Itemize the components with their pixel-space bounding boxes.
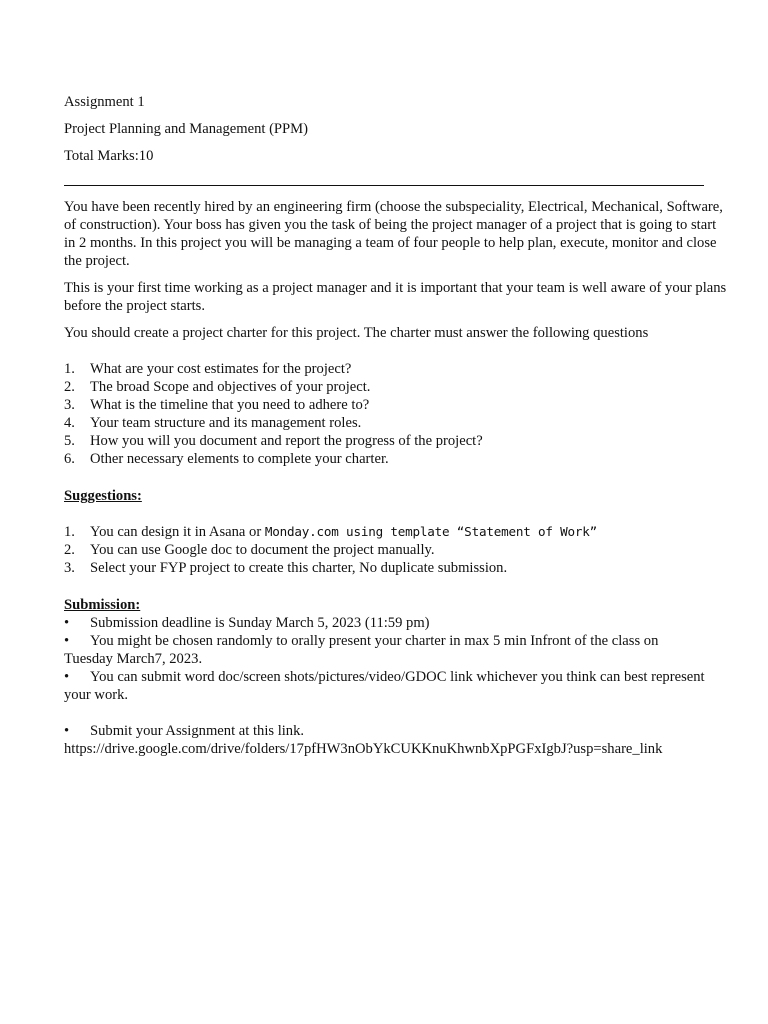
list-number: 3. [64,397,75,413]
suggestions-heading: Suggestions: [64,488,142,504]
list-item-text: You can submit word doc/screen shots/pictures/video/GDOC link whichever you think can best represent [90,669,705,685]
list-number: 2. [64,542,75,558]
list-item [64,614,728,632]
list-item-text: How you will you document and report the progress of the project? [90,433,483,449]
list-item-text: What are your cost estimates for the project? [90,361,352,377]
final-instruction-text: Submit your Assignment at this link. [90,723,305,739]
list-item [64,378,728,396]
document-page [64,93,728,758]
list-item-continuation: Tuesday March7, 2023. [64,651,203,667]
intro-paragraph-3: You should create a project charter for this project. The charter must answer the following questions [64,325,649,341]
list-item-text: You might be chosen randomly to orally present your charter in max 5 min Infront of the class on [90,633,659,649]
list-number: 1. [64,361,75,377]
tool-name-text: Monday.com using template [264,524,450,539]
list-item [64,360,728,378]
list-item-text: You can design it in Asana or [90,524,265,540]
intro-paragraph-2: This is your first time working as a project manager and it is important that your team is well aware of your plans before the project starts. [64,280,727,314]
list-number: 5. [64,433,75,449]
list-item [64,523,728,541]
list-item-text: The broad Scope and objectives of your project. [90,379,371,395]
list-item-text: Select your FYP project to create this charter, No duplicate submission. [90,560,508,576]
list-item-text: You can use Google doc to document the project manually. [90,542,435,558]
list-item [64,559,728,577]
intro-paragraph-1: You have been recently hired by an engineering firm (choose the subspeciality, Electrical, Mechanical, Software, of construction). Your boss has given you the task of being the project manager of a project that is going to start in 2 months. In this project you will be managing a team of four people to help plan, execute, monitor and close the project. [64,199,723,269]
list-number: 6. [64,451,75,467]
list-item-text: Your team structure and its management roles. [90,415,362,431]
assignment-title: Assignment 1 [64,94,145,110]
list-item-text: Submission deadline is Sunday March 5, 2023 (11:59 pm) [90,615,430,631]
list-item-text: Other necessary elements to complete your charter. [90,451,389,467]
list-item [64,541,728,559]
list-number: 3. [64,560,75,576]
list-item [64,668,728,704]
spacer [64,704,728,722]
list-item [64,414,728,432]
list-number: 2. [64,379,75,395]
list-item [64,432,728,450]
list-item [64,632,728,668]
list-item [64,450,728,468]
list-number: 1. [64,524,75,540]
course-title: Project Planning and Management (PPM) [64,121,309,137]
list-item [64,396,728,414]
list-item-text: What is the timeline that you need to adhere to? [90,397,370,413]
submission-heading: Submission: [64,597,141,613]
bullet-icon: • [64,615,70,631]
questions-list [64,360,728,468]
template-name-text: “Statement of Work” [449,524,598,539]
total-marks: Total Marks:10 [64,148,154,164]
list-number: 4. [64,415,75,431]
submission-list [64,614,728,704]
list-item-continuation: your work. [64,687,129,703]
submission-link[interactable]: https://drive.google.com/drive/folders/17pfHW3nObYkCUKKnuKhwnbXpPGFxIgbJ?usp=share_link [64,741,663,757]
suggestions-list [64,523,728,577]
bullet-icon: • [64,669,70,685]
bullet-icon: • [64,633,70,649]
final-instruction [64,722,728,740]
horizontal-rule [64,171,704,186]
bullet-icon: • [64,723,70,739]
